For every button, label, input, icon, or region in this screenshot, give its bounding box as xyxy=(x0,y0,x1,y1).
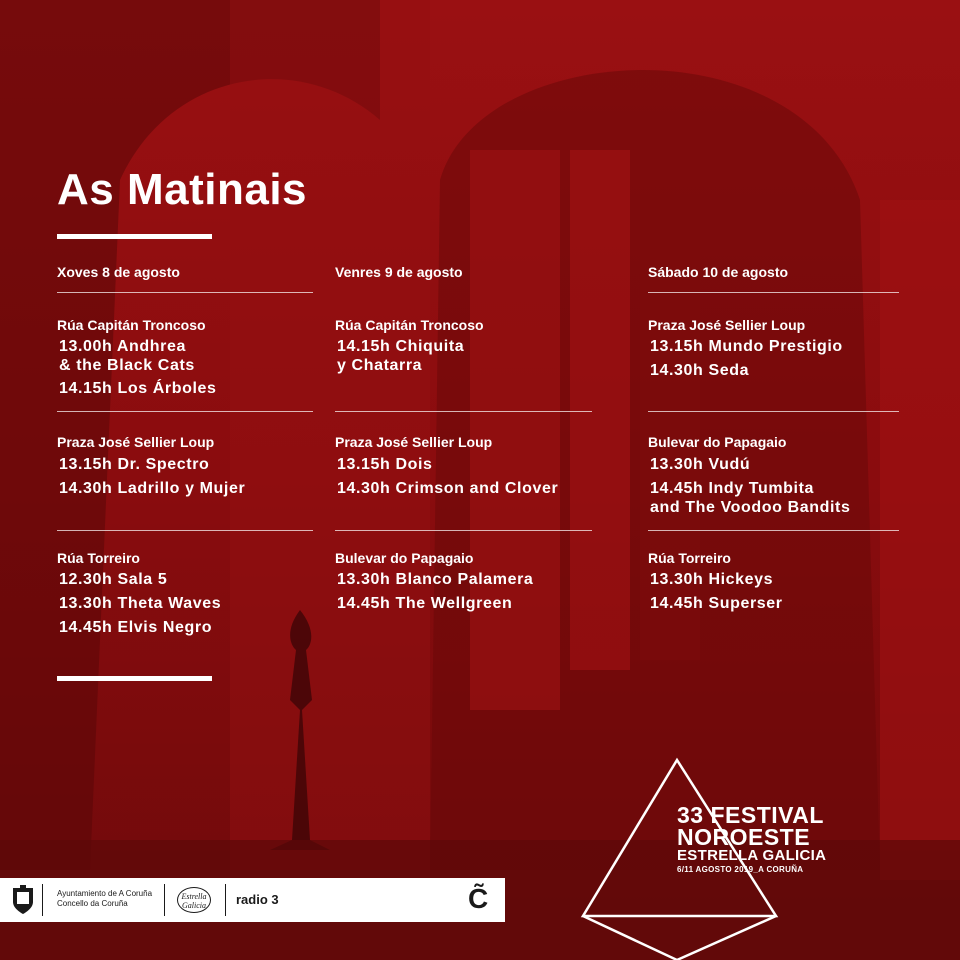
day-column-friday xyxy=(335,264,592,612)
radio3-logo: radio 3 xyxy=(236,892,279,907)
act-entry: y Chatarra xyxy=(337,357,423,374)
act-entry: and The Voodoo Bandits xyxy=(650,499,851,516)
act-entry: & the Black Cats xyxy=(59,357,195,374)
estrella-galicia-logo xyxy=(177,887,211,913)
act-entry: 13.00h Andhrea xyxy=(59,338,186,355)
day-heading: Xoves 8 de agosto xyxy=(57,264,180,280)
act-entry: 14.45h Superser xyxy=(650,595,783,612)
festival-branding xyxy=(677,804,826,876)
divider xyxy=(648,292,899,293)
day-column-thursday xyxy=(57,264,313,636)
ayuntamiento-line2: Concello da Coruña xyxy=(57,899,128,908)
venue-name: Bulevar do Papagaio xyxy=(648,434,787,450)
sponsor-strip xyxy=(0,878,505,922)
title-underline xyxy=(57,234,212,239)
act-entry: 13.30h Vudú xyxy=(650,456,751,473)
venue-name: Praza José Sellier Loup xyxy=(648,317,806,333)
act-entry: 13.15h Dois xyxy=(337,456,433,473)
c-logo: C̃ xyxy=(468,883,489,914)
venue-name: Rúa Capitán Troncoso xyxy=(335,317,484,333)
venue-name: Rúa Torreiro xyxy=(648,550,731,566)
venue-name: Praza José Sellier Loup xyxy=(57,434,215,450)
ayuntamiento-text xyxy=(57,889,152,909)
divider xyxy=(57,530,313,531)
act-entry: 13.30h Blanco Palamera xyxy=(337,571,534,588)
festival-name: 33 FESTIVAL xyxy=(677,802,824,828)
act-entry: 14.15h Los Árboles xyxy=(59,380,217,397)
act-entry: 13.30h Theta Waves xyxy=(59,595,222,612)
act-entry: 14.30h Crimson and Clover xyxy=(337,480,559,497)
estrella-line2: Galicia xyxy=(182,901,206,910)
festival-name-2: NOROESTE xyxy=(677,824,811,850)
act-entry: 14.30h Ladrillo y Mujer xyxy=(59,480,246,497)
festival-sponsor-name: ESTRELLA GALICIA xyxy=(677,847,827,864)
page-title: As Matinais xyxy=(57,165,308,214)
separator xyxy=(225,884,226,916)
festival-dates: 6/11 AGOSTO 2019_A CORUÑA xyxy=(677,865,804,874)
separator xyxy=(164,884,165,916)
divider xyxy=(335,530,592,531)
estrella-line1: Estrella xyxy=(181,892,207,901)
day-heading: Venres 9 de agosto xyxy=(335,264,463,280)
act-entry: 13.15h Dr. Spectro xyxy=(59,456,210,473)
act-entry: 14.45h Indy Tumbita xyxy=(650,480,815,497)
act-entry: 13.15h Mundo Prestigio xyxy=(650,338,843,355)
act-entry: 12.30h Sala 5 xyxy=(59,571,168,588)
divider xyxy=(335,411,592,412)
venue-name: Praza José Sellier Loup xyxy=(335,434,493,450)
divider xyxy=(57,292,313,293)
divider xyxy=(648,530,899,531)
coat-of-arms-icon xyxy=(10,884,36,916)
venue-name: Bulevar do Papagaio xyxy=(335,550,474,566)
act-entry: 14.30h Seda xyxy=(650,362,750,379)
divider xyxy=(57,411,313,412)
act-entry: 14.15h Chiquita xyxy=(337,338,465,355)
footer-divider xyxy=(57,676,212,681)
act-entry: 14.45h Elvis Negro xyxy=(59,619,213,636)
act-entry: 13.30h Hickeys xyxy=(650,571,774,588)
divider xyxy=(648,411,899,412)
venue-name: Rúa Capitán Troncoso xyxy=(57,317,206,333)
day-heading: Sábado 10 de agosto xyxy=(648,264,789,280)
separator xyxy=(42,884,43,916)
ayuntamiento-line1: Ayuntamiento de A Coruña xyxy=(57,889,153,898)
day-column-saturday xyxy=(648,264,899,612)
venue-name: Rúa Torreiro xyxy=(57,550,140,566)
act-entry: 14.45h The Wellgreen xyxy=(337,595,513,612)
